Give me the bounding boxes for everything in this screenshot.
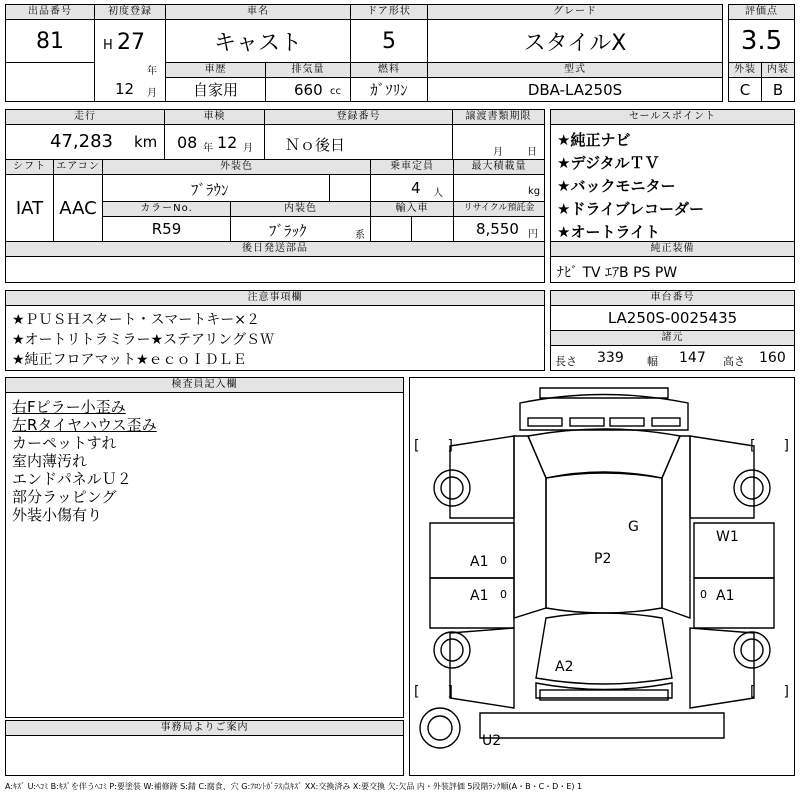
max-load-cell bbox=[453, 174, 545, 202]
grade: スタイルX bbox=[427, 19, 723, 63]
damage-mark-u2: U2 bbox=[482, 733, 502, 749]
interior-color-label: 内装色 bbox=[230, 201, 371, 217]
import-cell-left bbox=[370, 216, 412, 242]
grade-label: グレード bbox=[427, 4, 723, 20]
exterior-color-blank bbox=[329, 174, 371, 202]
specs-cell bbox=[550, 345, 795, 371]
diagram-bracket: [ ] bbox=[750, 684, 789, 700]
lot-number: 81 bbox=[5, 19, 95, 63]
inspector-note: 部分ラッピング bbox=[12, 488, 117, 506]
damage-mark-g: G bbox=[628, 519, 639, 535]
inspector-note: 左Rタイヤハウス歪み bbox=[12, 416, 157, 434]
exterior-color-label: 外装色 bbox=[102, 159, 371, 175]
length-label: 長さ bbox=[555, 355, 577, 368]
note-line: ★純正フロアマット★ｅｃｏＩＤＬＥ bbox=[12, 352, 247, 368]
registration-year: 27 bbox=[117, 30, 145, 55]
interior-grade-label: 内装 bbox=[761, 62, 795, 78]
damage-mark-a1-rear-right: A1 bbox=[716, 588, 735, 604]
notes-list bbox=[5, 305, 545, 371]
diagram-bracket: [ ] bbox=[750, 438, 789, 454]
import-label: 輸入車 bbox=[370, 201, 454, 217]
displacement-unit: cc bbox=[330, 86, 341, 97]
height-label: 高さ bbox=[723, 355, 745, 368]
inspection-year: 08 bbox=[177, 133, 198, 152]
later-parts-label: 後日発送部品 bbox=[5, 241, 545, 257]
year-unit: 年 bbox=[147, 66, 157, 77]
inspector-note: 外装小傷有り bbox=[12, 506, 103, 524]
inspector-notes-list bbox=[5, 392, 404, 718]
exterior-color: ﾌﾞﾗｳﾝ bbox=[191, 181, 229, 199]
inspector-note: 室内薄汚れ bbox=[12, 452, 88, 470]
transfer-deadline-cell bbox=[452, 124, 545, 160]
height: 160 bbox=[759, 350, 786, 366]
month-unit: 月 bbox=[147, 88, 157, 99]
damage-mark-p2: P2 bbox=[594, 551, 612, 567]
door-type: 5 bbox=[350, 19, 428, 63]
diagram-bracket: [ ] bbox=[414, 438, 453, 454]
lot-blank bbox=[5, 62, 95, 102]
car-diagram-svg bbox=[410, 378, 794, 775]
fuel-label: 燃料 bbox=[350, 62, 428, 78]
inspector-note: カーペットすれ bbox=[12, 434, 117, 452]
first-registration-cell bbox=[94, 19, 166, 102]
damage-mark-w1: W1 bbox=[716, 529, 739, 545]
inspection-month-unit: 月 bbox=[243, 143, 253, 154]
displacement: 660 bbox=[294, 81, 323, 99]
shift: IAT bbox=[5, 174, 54, 242]
mileage: 47,283 bbox=[50, 131, 113, 152]
sales-points-list bbox=[550, 124, 795, 242]
recycle-deposit-cell bbox=[453, 216, 545, 242]
model-label: 型式 bbox=[427, 62, 723, 78]
genuine-equipment: ﾅﾋﾞ TV ｴｱB PS PW bbox=[557, 265, 678, 281]
max-load-label: 最大積載量 bbox=[453, 159, 545, 175]
transfer-month-unit: 月 bbox=[493, 147, 503, 158]
score-label: 評価点 bbox=[728, 4, 795, 20]
displacement-label: 排気量 bbox=[265, 62, 351, 78]
specs-label: 諸元 bbox=[550, 330, 795, 346]
transfer-day-unit: 日 bbox=[527, 147, 537, 158]
era: H bbox=[103, 38, 113, 53]
recycle-deposit-label: リサイクル預託金 bbox=[453, 201, 545, 217]
color-number-label: カラーNo. bbox=[102, 201, 231, 217]
office-notice-label: 事務局よりご案内 bbox=[5, 720, 404, 736]
inspector-notes-label: 検査員記入欄 bbox=[5, 377, 404, 393]
sales-point: ★デジタルＴＶ bbox=[557, 154, 660, 172]
mileage-unit: km bbox=[134, 133, 158, 151]
mileage-cell bbox=[5, 124, 165, 160]
registration-number: Ｎｏ後日 bbox=[285, 136, 346, 154]
damage-mark-zero: 0 bbox=[500, 588, 507, 601]
car-name: キャスト bbox=[165, 19, 351, 63]
length: 339 bbox=[597, 350, 624, 366]
genuine-equipment-cell bbox=[550, 256, 795, 283]
color-number: R59 bbox=[102, 216, 231, 242]
damage-diagram bbox=[409, 377, 795, 776]
sales-point: ★純正ナビ bbox=[557, 131, 631, 149]
inspector-note: エンドパネルＵ２ bbox=[12, 470, 132, 488]
exterior-color-cell bbox=[102, 174, 330, 202]
inspection-year-unit: 年 bbox=[203, 143, 213, 154]
aircon-label: エアコン bbox=[53, 159, 103, 175]
width-label: 幅 bbox=[647, 355, 658, 368]
sales-point: ★ドライブレコーダー bbox=[557, 200, 704, 218]
damage-mark-a1-front-left: A1 bbox=[470, 554, 489, 570]
recycle-deposit: 8,550 bbox=[476, 220, 519, 238]
fuel: ｶﾞｿﾘﾝ bbox=[350, 77, 428, 102]
displacement-cell bbox=[265, 77, 351, 102]
inspection-cell bbox=[164, 124, 265, 160]
interior-color-cell bbox=[230, 216, 371, 242]
width: 147 bbox=[679, 350, 706, 366]
diagram-bracket: [ ] bbox=[414, 684, 453, 700]
score: 3.5 bbox=[728, 19, 795, 63]
mileage-label: 走行 bbox=[5, 109, 165, 125]
notes-label: 注意事項欄 bbox=[5, 290, 545, 306]
damage-mark-a1-rear-left: A1 bbox=[470, 588, 489, 604]
interior-color: ﾌﾞﾗｯｸ bbox=[269, 222, 307, 240]
import-cell-right bbox=[411, 216, 454, 242]
office-notice-cell bbox=[5, 735, 404, 776]
sales-point: ★オートライト bbox=[557, 223, 660, 241]
recycle-unit: 円 bbox=[528, 229, 538, 240]
damage-mark-zero: 0 bbox=[700, 588, 707, 601]
capacity: 4 bbox=[411, 179, 421, 197]
note-line: ★ＰＵＳＨスタート・スマートキー×２ bbox=[12, 312, 261, 328]
car-history-label: 車歴 bbox=[165, 62, 266, 78]
car-name-label: 車名 bbox=[165, 4, 351, 20]
exterior-grade: C bbox=[728, 77, 762, 102]
interior-grade: B bbox=[761, 77, 795, 102]
lot-number-label: 出品番号 bbox=[5, 4, 95, 20]
door-type-label: ドア形状 bbox=[350, 4, 428, 20]
damage-mark-zero: 0 bbox=[500, 554, 507, 567]
capacity-cell bbox=[370, 174, 454, 202]
car-history: 自家用 bbox=[165, 77, 266, 102]
max-load-unit: kg bbox=[528, 186, 541, 197]
inspection-label: 車検 bbox=[164, 109, 265, 125]
inspection-month: 12 bbox=[217, 133, 238, 152]
genuine-equipment-label: 純正装備 bbox=[550, 241, 795, 257]
sales-points-label: セールスポイント bbox=[550, 109, 795, 125]
registration-number-label: 登録番号 bbox=[264, 109, 453, 125]
shift-label: シフト bbox=[5, 159, 54, 175]
later-parts-cell bbox=[5, 256, 545, 283]
interior-color-unit: 系 bbox=[355, 230, 365, 241]
model-code: DBA-LA250S bbox=[427, 77, 723, 102]
capacity-unit: 人 bbox=[433, 188, 443, 199]
registration-number-cell bbox=[264, 124, 453, 160]
registration-month: 12 bbox=[115, 80, 135, 98]
first-registration-label: 初度登録 bbox=[94, 4, 166, 20]
legend: A:ｷｽﾞ U:ﾍｺﾐ B:ｷｽﾞを伴うﾍｺﾐ P:要塗装 W:補修跡 S:錆 C:腐食、穴 G:ﾌﾛﾝﾄｶﾞﾗｽ点ｷｽﾞ XX:交換済み X:要交換 欠:欠品 内・外装評価 5段階ﾗﾝｸ順(A・B・C・D・E) 1 bbox=[5, 782, 583, 791]
note-line: ★オートリトラミラー★ステアリングＳＷ bbox=[12, 332, 274, 348]
sales-point: ★バックモニター bbox=[557, 177, 676, 195]
transfer-deadline-label: 譲渡書類期限 bbox=[452, 109, 545, 125]
capacity-label: 乗車定員 bbox=[370, 159, 454, 175]
aircon: AAC bbox=[53, 174, 103, 242]
chassis-number-label: 車台番号 bbox=[550, 290, 795, 306]
exterior-grade-label: 外装 bbox=[728, 62, 762, 78]
chassis-number: LA250S-0025435 bbox=[550, 305, 795, 331]
damage-mark-a2: A2 bbox=[555, 659, 574, 675]
inspector-note: 右Fピラー小歪み bbox=[12, 398, 126, 416]
